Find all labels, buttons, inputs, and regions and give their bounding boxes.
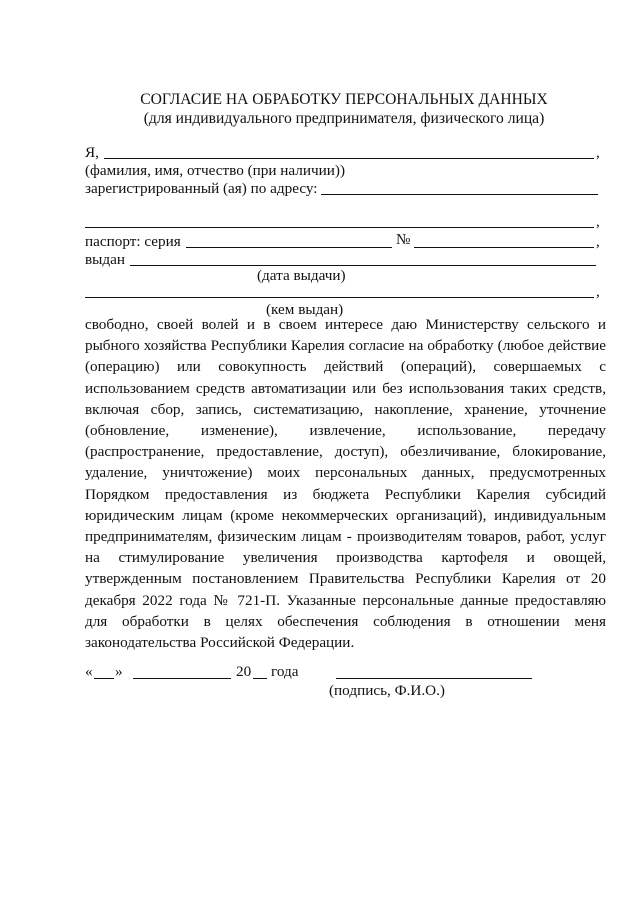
comma: , — [596, 283, 600, 300]
i-label: Я, — [85, 144, 99, 161]
year-suffix: года — [271, 663, 299, 680]
consent-paragraph: свободно, своей волей и в своем интересе даю Министерству сельского и рыбного хозяйства Республики Карелия согласие на обработку (любое действие (операцию) или совокупность действий (операций), совершаемых с использованием средств автоматизации или без использования таких средств, включая сбор, запись, систематизацию, накопление, хранение, уточнение (обновление, изменение), извлечение, использование, передачу (распространение, предоставление, доступ), обезличивание, блокирование, удаление, уничтожение) моих персональных данных, предусмотренных Порядком предоставления из бюджета Республики Карелия субсидий юридическим лицам (кроме некоммерческих организаций), индивидуальным предпринимателям, физическим лицам - производителям товаров, работ, услуг на стимулирование увеличения производства картофеля и овощей, утвержденным постановлением Правительства Республики Карелия от 20 декабря 2022 года № 721-П. Указанные персональные данные предоставляю для обработки в целях обеспечения соблюдения в отношении меня законодательства Российской Федерации. — [85, 316, 606, 652]
day-quote-close: » — [115, 663, 123, 680]
date-caption: (дата выдачи) — [257, 267, 346, 284]
year-prefix: 20 — [236, 663, 252, 680]
address-field-line[interactable] — [321, 194, 598, 195]
passport-number-line[interactable] — [414, 247, 594, 248]
comma: , — [596, 144, 600, 161]
issuer-caption: (кем выдан) — [266, 301, 344, 318]
document-title: СОГЛАСИЕ НА ОБРАБОТКУ ПЕРСОНАЛЬНЫХ ДАННЫХ — [140, 91, 548, 108]
year-line[interactable] — [253, 678, 267, 679]
day-quote-open: « — [85, 663, 93, 680]
signature-caption: (подпись, Ф.И.О.) — [329, 682, 445, 699]
document-subtitle: (для индивидуального предпринимателя, физического лица) — [143, 110, 545, 127]
passport-series-line[interactable] — [186, 247, 392, 248]
address-continuation-line[interactable] — [85, 227, 594, 228]
number-label: № — [396, 231, 411, 248]
issued-label: выдан — [85, 251, 125, 268]
day-line[interactable] — [94, 678, 114, 679]
fio-caption: (фамилия, имя, отчество (при наличии)) — [85, 162, 346, 179]
comma: , — [596, 213, 600, 230]
issue-date-line[interactable] — [130, 265, 596, 266]
passport-label: паспорт: серия — [85, 233, 181, 250]
month-line[interactable] — [133, 678, 231, 679]
fio-field-line[interactable] — [104, 158, 594, 159]
comma: , — [596, 233, 600, 250]
issuer-line[interactable] — [85, 297, 594, 298]
signature-line[interactable] — [336, 678, 532, 679]
registered-label: зарегистрированный (ая) по адресу: — [85, 180, 318, 197]
